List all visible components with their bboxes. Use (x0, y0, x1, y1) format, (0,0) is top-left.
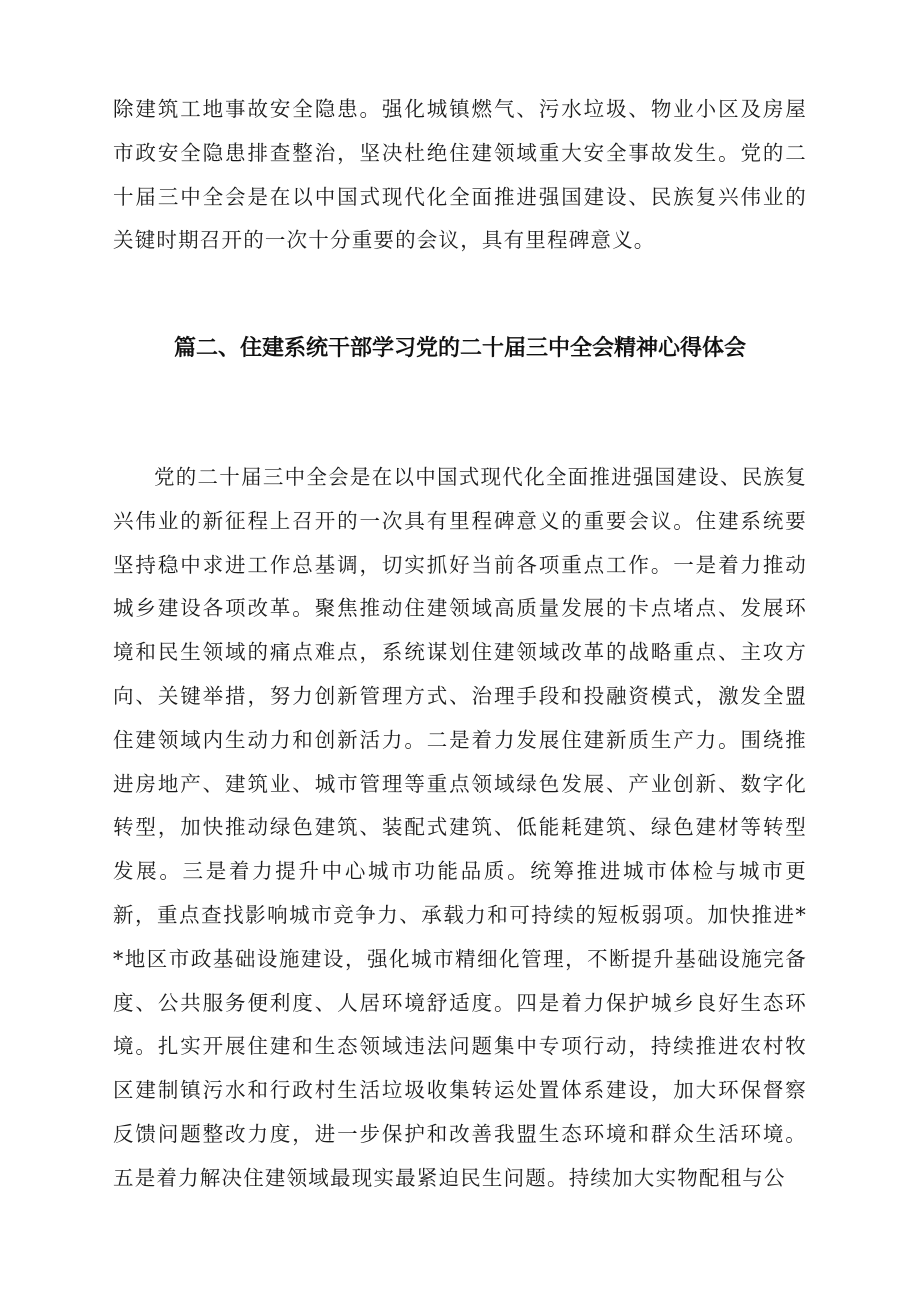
body-paragraph: 党的二十届三中全会是在以中国式现代化全面推进强国建设、民族复兴伟业的新征程上召开的一次具有里程碑意义的重要会议。住建系统要坚持稳中求进工作总基调，切实抓好当前各项重点工作。一是着力推动城乡建设各项改革。聚焦推动住建领域高质量发展的卡点堵点、发展环境和民生领域的痛点难点，系统谋划住建领域改革的战略重点、主攻方向、关键举措，努力创新管理方式、治理手段和投融资模式，激发全盟住建领域内生动力和创新活力。二是着力发展住建新质生产力。围绕推进房地产、建筑业、城市管理等重点领域绿色发展、产业创新、数字化转型，加快推动绿色建筑、装配式建筑、低能耗建筑、绿色建材等转型发展。三是着力提升中心城市功能品质。统筹推进城市体检与城市更新，重点查找影响城市竞争力、承载力和可持续的短板弱项。加快推进**地区市政基础设施建设，强化城市精细化管理，不断提升基础设施完备度、公共服务便利度、人居环境舒适度。四是着力保护城乡良好生态环境。扎实开展住建和生态领域违法问题集中专项行动，持续推进农村牧区建制镇污水和行政村生活垃圾收集转运处置体系建设，加大环保督察反馈问题整改力度，进一步保护和改善我盟生态环境和群众生活环境。五是着力解决住建领域最现实最紧迫民生问题。持续加大实物配租与公 (113, 465, 807, 1190)
continued-paragraph: 除建筑工地事故安全隐患。强化城镇燃气、污水垃圾、物业小区及房屋市政安全隐患排查整治，坚决杜绝住建领域重大安全事故发生。党的二十届三中全会是在以中国式现代化全面推进强国建设、民族复兴伟业的关键时期召开的一次十分重要的会议，具有里程碑意义。 (113, 97, 807, 253)
section-title: 篇二、住建系统干部学习党的二十届三中全会精神心得体会 (173, 336, 746, 361)
